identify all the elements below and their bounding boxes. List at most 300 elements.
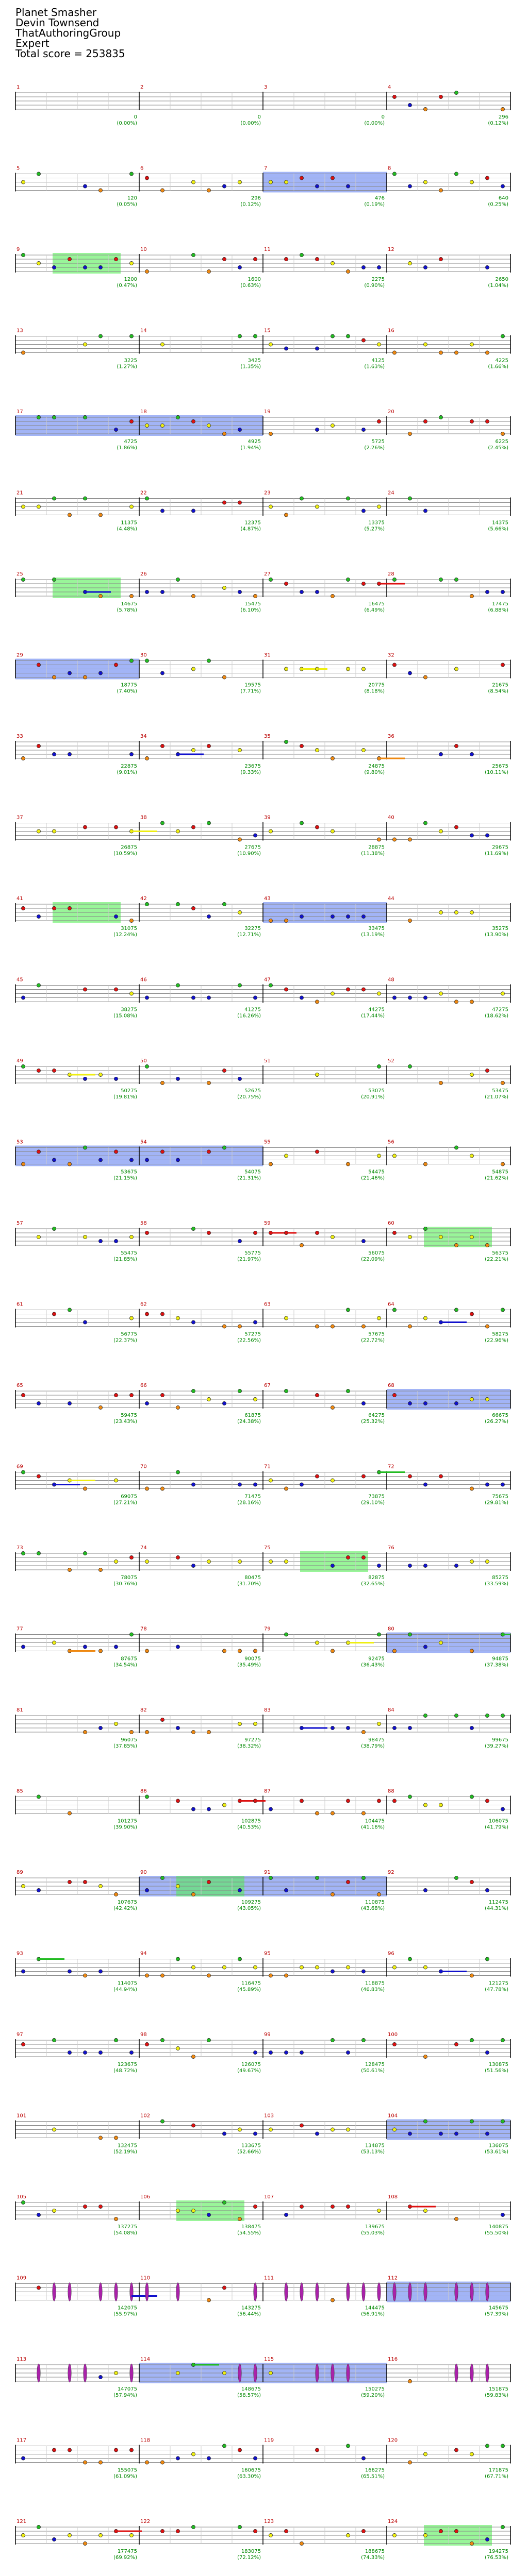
note-gem xyxy=(392,1231,396,1234)
measure-number: 83 xyxy=(264,1707,271,1713)
note-gem xyxy=(439,1803,442,1807)
note-gem xyxy=(160,1393,164,1397)
measure-score: 121275 xyxy=(488,1980,508,1987)
note-gem xyxy=(315,184,319,188)
note-gem xyxy=(176,2529,179,2533)
measure-score: 296 xyxy=(498,114,508,120)
measure-percent: (38.79%) xyxy=(361,1743,385,1749)
measure-percent: (46.83%) xyxy=(361,1987,385,1993)
note-gem xyxy=(331,914,334,918)
note-gem xyxy=(160,1150,164,1154)
measure-score: 55475 xyxy=(121,1250,137,1256)
note-gem xyxy=(346,1880,350,1884)
measure-score: 137275 xyxy=(117,2224,137,2230)
note-gem xyxy=(454,1243,458,1247)
note-gem xyxy=(191,180,195,184)
measure-percent: (40.53%) xyxy=(237,1824,261,1831)
measure-score: 69075 xyxy=(121,1494,137,1500)
measure-percent: (44.31%) xyxy=(485,1906,508,1911)
measure-number: 108 xyxy=(388,2194,398,2200)
note-gem xyxy=(83,184,87,188)
measure-number: 111 xyxy=(264,2275,274,2281)
measure-percent: (48.72%) xyxy=(113,2068,137,2074)
measure-percent: (1.86%) xyxy=(117,445,137,451)
note-gem xyxy=(129,752,133,756)
measure-percent: (21.97%) xyxy=(237,1257,261,1262)
note-gem xyxy=(346,667,350,671)
note-gem xyxy=(145,1795,148,1799)
note-gem xyxy=(269,2050,272,2054)
note-gem xyxy=(21,253,25,257)
note-gem xyxy=(454,172,458,176)
note-gem xyxy=(315,1325,319,1328)
measure-percent: (9.80%) xyxy=(364,770,385,775)
note-gem xyxy=(68,752,71,756)
note-gem xyxy=(346,1726,350,1730)
measure-number: 34 xyxy=(140,734,147,739)
note-gem xyxy=(269,2128,272,2131)
note-gem xyxy=(346,184,350,188)
note-gem xyxy=(114,2038,118,2042)
note-gem xyxy=(346,1162,350,1166)
measure-number: 33 xyxy=(16,734,23,739)
note-gem xyxy=(470,1974,473,1977)
measure-percent: (55.50%) xyxy=(485,2230,508,2236)
measure-score: 136075 xyxy=(488,2143,508,2149)
note-gem xyxy=(238,1483,241,1486)
note-gem xyxy=(176,2209,179,2212)
measure-number: 24 xyxy=(388,490,394,496)
note-gem xyxy=(423,265,427,269)
note-gem xyxy=(222,184,226,188)
note-gem xyxy=(37,1795,40,1799)
note-gem xyxy=(253,2050,257,2054)
note-gem xyxy=(300,744,303,748)
note-gem xyxy=(361,1239,365,1243)
measure-number: 103 xyxy=(264,2113,274,2119)
note-gem xyxy=(145,1649,148,1653)
note-gem xyxy=(191,748,195,752)
note-gem xyxy=(129,2533,133,2537)
measure-score: 25675 xyxy=(492,764,508,769)
measure-score: 92475 xyxy=(368,1656,385,1662)
note-gem xyxy=(346,2128,350,2131)
measure-percent: (47.78%) xyxy=(485,1987,508,1993)
note-gem xyxy=(52,1641,56,1645)
note-gem xyxy=(361,1325,365,1328)
note-gem xyxy=(207,423,210,427)
note-gem xyxy=(501,992,504,995)
note-gem xyxy=(470,2452,473,2456)
measure-score: 54075 xyxy=(244,1169,261,1175)
note-gem xyxy=(300,176,303,180)
note-gem xyxy=(37,1475,40,1478)
note-gem xyxy=(253,1965,257,1969)
note-gem xyxy=(300,821,303,825)
measure-score: 0 xyxy=(381,114,385,120)
note-gem xyxy=(423,509,427,513)
note-gem xyxy=(501,1483,504,1486)
note-gem xyxy=(485,2537,489,2541)
measure-percent: (0.25%) xyxy=(488,201,508,208)
note-gem xyxy=(114,1722,118,1725)
measure-percent: (22.96%) xyxy=(485,1337,508,1344)
measure-percent: (22.56%) xyxy=(237,1337,261,1344)
note-gem xyxy=(408,996,411,999)
note-gem xyxy=(331,1405,334,1409)
open-note xyxy=(99,2283,102,2301)
note-gem xyxy=(207,1807,210,1811)
note-gem xyxy=(52,497,56,500)
note-gem xyxy=(160,1718,164,1721)
note-gem xyxy=(21,1470,25,1474)
measure-number: 80 xyxy=(388,1626,394,1632)
note-gem xyxy=(253,1397,257,1401)
note-gem xyxy=(37,1235,40,1239)
measure-number: 44 xyxy=(388,896,394,902)
measure-score: 22875 xyxy=(121,764,137,769)
note-gem xyxy=(145,902,148,906)
note-gem xyxy=(392,1726,396,1730)
note-gem xyxy=(191,509,195,513)
note-gem xyxy=(300,996,303,999)
note-gem xyxy=(222,1069,226,1072)
measure-percent: (0.19%) xyxy=(364,201,385,208)
measure-percent: (5.27%) xyxy=(364,526,385,532)
note-gem xyxy=(408,1235,411,1239)
note-gem xyxy=(331,594,334,598)
note-gem xyxy=(423,2452,427,2456)
note-gem xyxy=(222,2286,226,2290)
note-gem xyxy=(284,582,288,585)
note-gem xyxy=(377,1064,381,1068)
note-gem xyxy=(114,988,118,991)
note-gem xyxy=(129,992,133,995)
note-gem xyxy=(83,343,87,346)
measure-number: 55 xyxy=(264,1139,271,1145)
measure-number: 68 xyxy=(388,1383,394,1388)
note-gem xyxy=(191,1227,195,1230)
note-gem xyxy=(454,1308,458,1312)
note-gem xyxy=(253,1799,257,1803)
note-gem xyxy=(145,1888,148,1892)
note-gem xyxy=(207,2038,210,2042)
note-gem xyxy=(361,265,365,269)
measure-percent: (22.37%) xyxy=(113,1337,137,1344)
note-gem xyxy=(191,2525,195,2529)
note-gem xyxy=(222,1146,226,1149)
measure-percent: (22.72%) xyxy=(361,1337,385,1344)
measure-percent: (54.55%) xyxy=(237,2230,261,2236)
note-gem xyxy=(454,1714,458,1717)
note-gem xyxy=(207,269,210,273)
note-gem xyxy=(408,2461,411,2464)
measure-percent: (74.33%) xyxy=(361,2555,385,2561)
note-gem xyxy=(68,2533,71,2537)
note-gem xyxy=(52,829,56,833)
note-gem xyxy=(408,1401,411,1405)
open-note xyxy=(176,2283,179,2301)
note-gem xyxy=(392,1799,396,1803)
measure-percent: (1.04%) xyxy=(488,283,508,289)
note-gem xyxy=(346,914,350,918)
note-gem xyxy=(191,1483,195,1486)
measure-percent: (2.26%) xyxy=(364,445,385,451)
note-gem xyxy=(207,1231,210,1234)
note-gem xyxy=(176,1158,179,1162)
note-gem xyxy=(191,2209,195,2212)
measure-number: 101 xyxy=(16,2113,27,2119)
note-gem xyxy=(300,914,303,918)
measure-score: 101275 xyxy=(117,1818,137,1824)
note-gem xyxy=(423,1564,427,1567)
measure-number: 77 xyxy=(16,1626,23,1632)
measure-percent: (55.03%) xyxy=(361,2230,385,2236)
measure-number: 25 xyxy=(16,571,23,577)
note-gem xyxy=(454,578,458,581)
note-gem xyxy=(222,257,226,261)
note-gem xyxy=(392,2128,396,2131)
note-gem xyxy=(21,2200,25,2204)
measure-score: 13375 xyxy=(368,520,385,526)
note-gem xyxy=(377,419,381,423)
note-gem xyxy=(83,2541,87,2545)
note-gem xyxy=(485,1799,489,1803)
measure-number: 88 xyxy=(388,1788,394,1794)
measure-number: 26 xyxy=(140,571,147,577)
measure-score: 54875 xyxy=(492,1169,508,1175)
open-note xyxy=(346,2364,350,2382)
measure-number: 57 xyxy=(16,1221,23,1226)
measure-score: 20775 xyxy=(368,682,385,688)
note-gem xyxy=(501,432,504,435)
measure-number: 10 xyxy=(140,247,147,252)
note-gem xyxy=(37,261,40,265)
measure-number: 54 xyxy=(140,1139,147,1145)
note-gem xyxy=(470,1312,473,1316)
measure-percent: (39.27%) xyxy=(485,1743,508,1749)
note-gem xyxy=(423,1888,427,1892)
note-gem xyxy=(176,2371,179,2375)
measure-score: 38275 xyxy=(121,1007,137,1013)
note-gem xyxy=(238,1649,241,1653)
note-gem xyxy=(52,1227,56,1230)
open-note xyxy=(114,2283,118,2301)
measure-percent: (53.61%) xyxy=(485,2149,508,2155)
note-gem xyxy=(68,513,71,517)
measure-number: 4 xyxy=(388,84,391,90)
note-gem xyxy=(408,261,411,265)
measure-percent: (57.39%) xyxy=(485,2311,508,2317)
measure-percent: (25.32%) xyxy=(361,1419,385,1425)
measure-number: 92 xyxy=(388,1870,394,1875)
note-gem xyxy=(129,659,133,663)
note-gem xyxy=(222,2444,226,2448)
note-gem xyxy=(284,513,288,517)
note-gem xyxy=(315,347,319,350)
measure-score: 110875 xyxy=(365,1900,385,1905)
note-gem xyxy=(238,2448,241,2452)
measure-score: 107675 xyxy=(117,1900,137,1905)
note-gem xyxy=(485,1325,489,1328)
measure-number: 105 xyxy=(16,2194,27,2200)
measure-percent: (50.61%) xyxy=(361,2068,385,2074)
note-gem xyxy=(114,1393,118,1397)
note-gem xyxy=(37,2213,40,2216)
measure-number: 98 xyxy=(140,2032,147,2038)
note-gem xyxy=(222,675,226,679)
note-gem xyxy=(222,1325,226,1328)
note-gem xyxy=(83,988,87,991)
note-gem xyxy=(361,667,365,671)
note-gem xyxy=(145,659,148,663)
note-gem xyxy=(83,2205,87,2208)
note-gem xyxy=(454,825,458,829)
note-gem xyxy=(361,1401,365,1405)
measure-percent: (9.01%) xyxy=(117,770,137,775)
measure-score: 53475 xyxy=(492,1088,508,1094)
note-gem xyxy=(52,752,56,756)
note-gem xyxy=(253,2205,257,2208)
note-gem xyxy=(439,2529,442,2533)
note-gem xyxy=(83,415,87,419)
note-gem xyxy=(470,1154,473,1158)
note-gem xyxy=(21,996,25,999)
note-gem xyxy=(114,428,118,431)
note-gem xyxy=(145,996,148,999)
note-gem xyxy=(331,756,334,760)
measure-number: 74 xyxy=(140,1545,147,1551)
measure-score: 3225 xyxy=(124,358,137,364)
note-gem xyxy=(470,2038,473,2042)
measure-score: 11375 xyxy=(121,520,137,526)
measure-score: 56075 xyxy=(368,1250,385,1256)
note-gem xyxy=(361,914,365,918)
total-score: Total score = 253835 xyxy=(15,47,125,60)
note-gem xyxy=(331,2128,334,2131)
measure-percent: (29.81%) xyxy=(485,1500,508,1506)
measure-score: 177475 xyxy=(117,2549,137,2554)
open-note xyxy=(486,2364,489,2382)
note-gem xyxy=(361,988,365,991)
note-gem xyxy=(284,2050,288,2054)
measure-number: 95 xyxy=(264,1951,271,1957)
measure-percent: (55.97%) xyxy=(113,2311,137,2317)
note-gem xyxy=(269,343,272,346)
measure-percent: (54.08%) xyxy=(113,2230,137,2236)
note-gem xyxy=(439,1235,442,1239)
measure-number: 13 xyxy=(16,328,23,334)
measure-percent: (20.91%) xyxy=(361,1094,385,1100)
note-gem xyxy=(21,2042,25,2046)
measure-percent: (9.33%) xyxy=(240,770,261,775)
note-gem xyxy=(114,1239,118,1243)
measure-percent: (35.49%) xyxy=(237,1662,261,1668)
note-gem xyxy=(21,1645,25,1649)
note-gem xyxy=(68,1401,71,1405)
note-gem xyxy=(238,1560,241,1563)
measure-score: 98475 xyxy=(368,1737,385,1743)
note-gem xyxy=(114,1150,118,1154)
note-gem xyxy=(83,1551,87,1555)
measure-score: 640 xyxy=(498,195,508,201)
measure-score: 35275 xyxy=(492,926,508,931)
measure-score: 120 xyxy=(127,195,137,201)
note-gem xyxy=(346,334,350,338)
measure-number: 29 xyxy=(16,652,23,658)
measure-score: 44275 xyxy=(368,1007,385,1013)
measure-score: 21675 xyxy=(492,682,508,688)
measure-percent: (21.15%) xyxy=(113,1175,137,1181)
measure-number: 73 xyxy=(16,1545,23,1551)
note-gem xyxy=(21,180,25,184)
note-gem xyxy=(346,1799,350,1803)
note-gem xyxy=(408,184,411,188)
measure-percent: (72.12%) xyxy=(237,2555,261,2561)
note-gem xyxy=(423,1965,427,1969)
note-gem xyxy=(207,914,210,918)
note-gem xyxy=(253,2456,257,2460)
open-note xyxy=(84,2364,87,2382)
measure-score: 94875 xyxy=(492,1656,508,1662)
note-gem xyxy=(253,1722,257,1725)
note-gem xyxy=(470,1880,473,1884)
note-gem xyxy=(114,1892,118,1896)
open-note xyxy=(130,2364,133,2382)
note-gem xyxy=(284,1560,288,1563)
measure-score: 0 xyxy=(257,114,261,120)
note-gem xyxy=(485,1483,489,1486)
measure-percent: (63.30%) xyxy=(237,2473,261,2480)
note-gem xyxy=(114,1077,118,1080)
song-title: Planet Smasher xyxy=(15,6,97,19)
note-gem xyxy=(408,671,411,675)
note-gem xyxy=(191,996,195,999)
note-gem xyxy=(21,1970,25,1973)
note-gem xyxy=(331,1811,334,1815)
measure-percent: (8.54%) xyxy=(488,688,508,694)
note-gem xyxy=(392,1393,396,1397)
note-gem xyxy=(98,1073,102,1076)
note-gem xyxy=(37,1401,40,1405)
note-gem xyxy=(145,590,148,594)
measure-score: 16475 xyxy=(368,601,385,607)
note-gem xyxy=(423,2209,427,2212)
note-gem xyxy=(284,1633,288,1636)
note-gem xyxy=(191,1892,195,1896)
note-gem xyxy=(284,1389,288,1393)
measure-number: 61 xyxy=(16,1301,23,1308)
measure-percent: (0.05%) xyxy=(117,201,137,208)
note-gem xyxy=(98,334,102,338)
note-gem xyxy=(191,2055,195,2058)
note-gem xyxy=(83,1645,87,1649)
note-gem xyxy=(129,1316,133,1320)
note-gem xyxy=(454,2529,458,2533)
measure-number: 118 xyxy=(140,2437,151,2444)
note-gem xyxy=(485,2050,489,2054)
measure-percent: (27.21%) xyxy=(113,1500,137,1506)
note-gem xyxy=(284,1487,288,1490)
note-gem xyxy=(300,253,303,257)
measure-number: 5 xyxy=(16,165,20,172)
note-gem xyxy=(439,189,442,192)
measure-score: 15475 xyxy=(244,601,261,607)
measure-number: 110 xyxy=(140,2275,151,2281)
note-gem xyxy=(454,1401,458,1405)
note-gem xyxy=(52,1312,56,1316)
measure-score: 476 xyxy=(374,195,385,201)
